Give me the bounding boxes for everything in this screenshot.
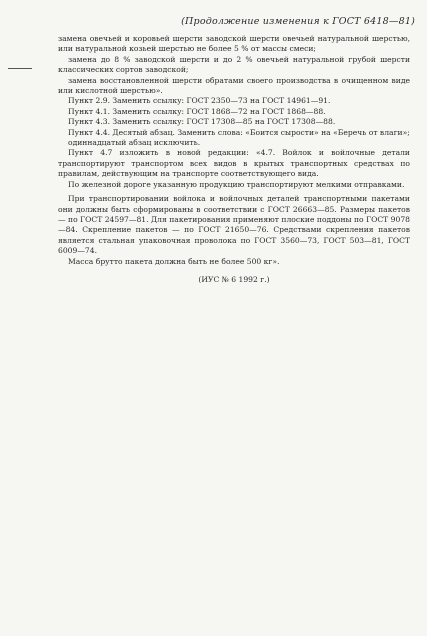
document-body xyxy=(58,34,410,285)
paragraph-11: При транспортировании войлока и войлочных деталей транспортными пакетами они должны быть сформированы в соответствии с ГОСТ 26663—85. Размеры пакетов — по ГОСТ 24597—81. Для пакетирования применяют плоские поддоны по ГОСТ 9078—84. Скрепление пакетов — по ГОСТ 21650—76. Средствами скрепления пакетов является стальная упаковочная проволока по ГОСТ 3560—73, ГОСТ 503—81, ГОСТ 6009—74. xyxy=(58,194,410,256)
paragraph-7: Пункт 4.4. Десятый абзац. Заменить слова: «Боится сырости» на «Беречь от влаги»; xyxy=(68,127,410,137)
paragraph-8: одиннадцатый абзац исключить. xyxy=(68,138,201,148)
page-header: (Продолжение изменения к ГОСТ 6418—81) xyxy=(181,16,415,27)
paragraph-9: Пункт 4.7 изложить в новой редакции: «4.7. Войлок и войлочные детали транспортируют транспортом всех видов в крытых транспортных средствах по правилам, действующим на транспорте соответствующего вида. xyxy=(58,148,410,179)
paragraph-1: замена овечьей и коровьей шерсти заводской шерсти овечьей натуральной шерстью, или натуральной козьей шерстью не более 5 % от массы смеси; xyxy=(58,34,410,54)
page-footer: (ИУС № 6 1992 г.) xyxy=(198,274,270,284)
paragraph-3: замена восстановленной шерсти обратами своего производства в очищенном виде или кислотной шерстью». xyxy=(58,75,410,96)
margin-mark xyxy=(8,68,32,69)
paragraph-10: По железной дороге указанную продукцию транспортируют мелкими отправками. xyxy=(68,179,405,189)
paragraph-12: Масса брутто пакета должна быть не более 500 кг». xyxy=(68,256,280,266)
paragraph-2: замена до 8 % заводской шерсти и до 2 % овечьей натуральной грубой шерсти классических сортов заводской; xyxy=(58,54,410,75)
paragraph-4: Пункт 2.9. Заменить ссылку: ГОСТ 2350—73 на ГОСТ 14961—91. xyxy=(68,96,331,106)
paragraph-6: Пункт 4.3. Заменить ссылку: ГОСТ 17308—85 на ГОСТ 17308—88. xyxy=(68,117,336,127)
paragraph-5: Пункт 4.1. Заменить ссылку: ГОСТ 1868—72 на ГОСТ 1868—88. xyxy=(68,106,326,116)
